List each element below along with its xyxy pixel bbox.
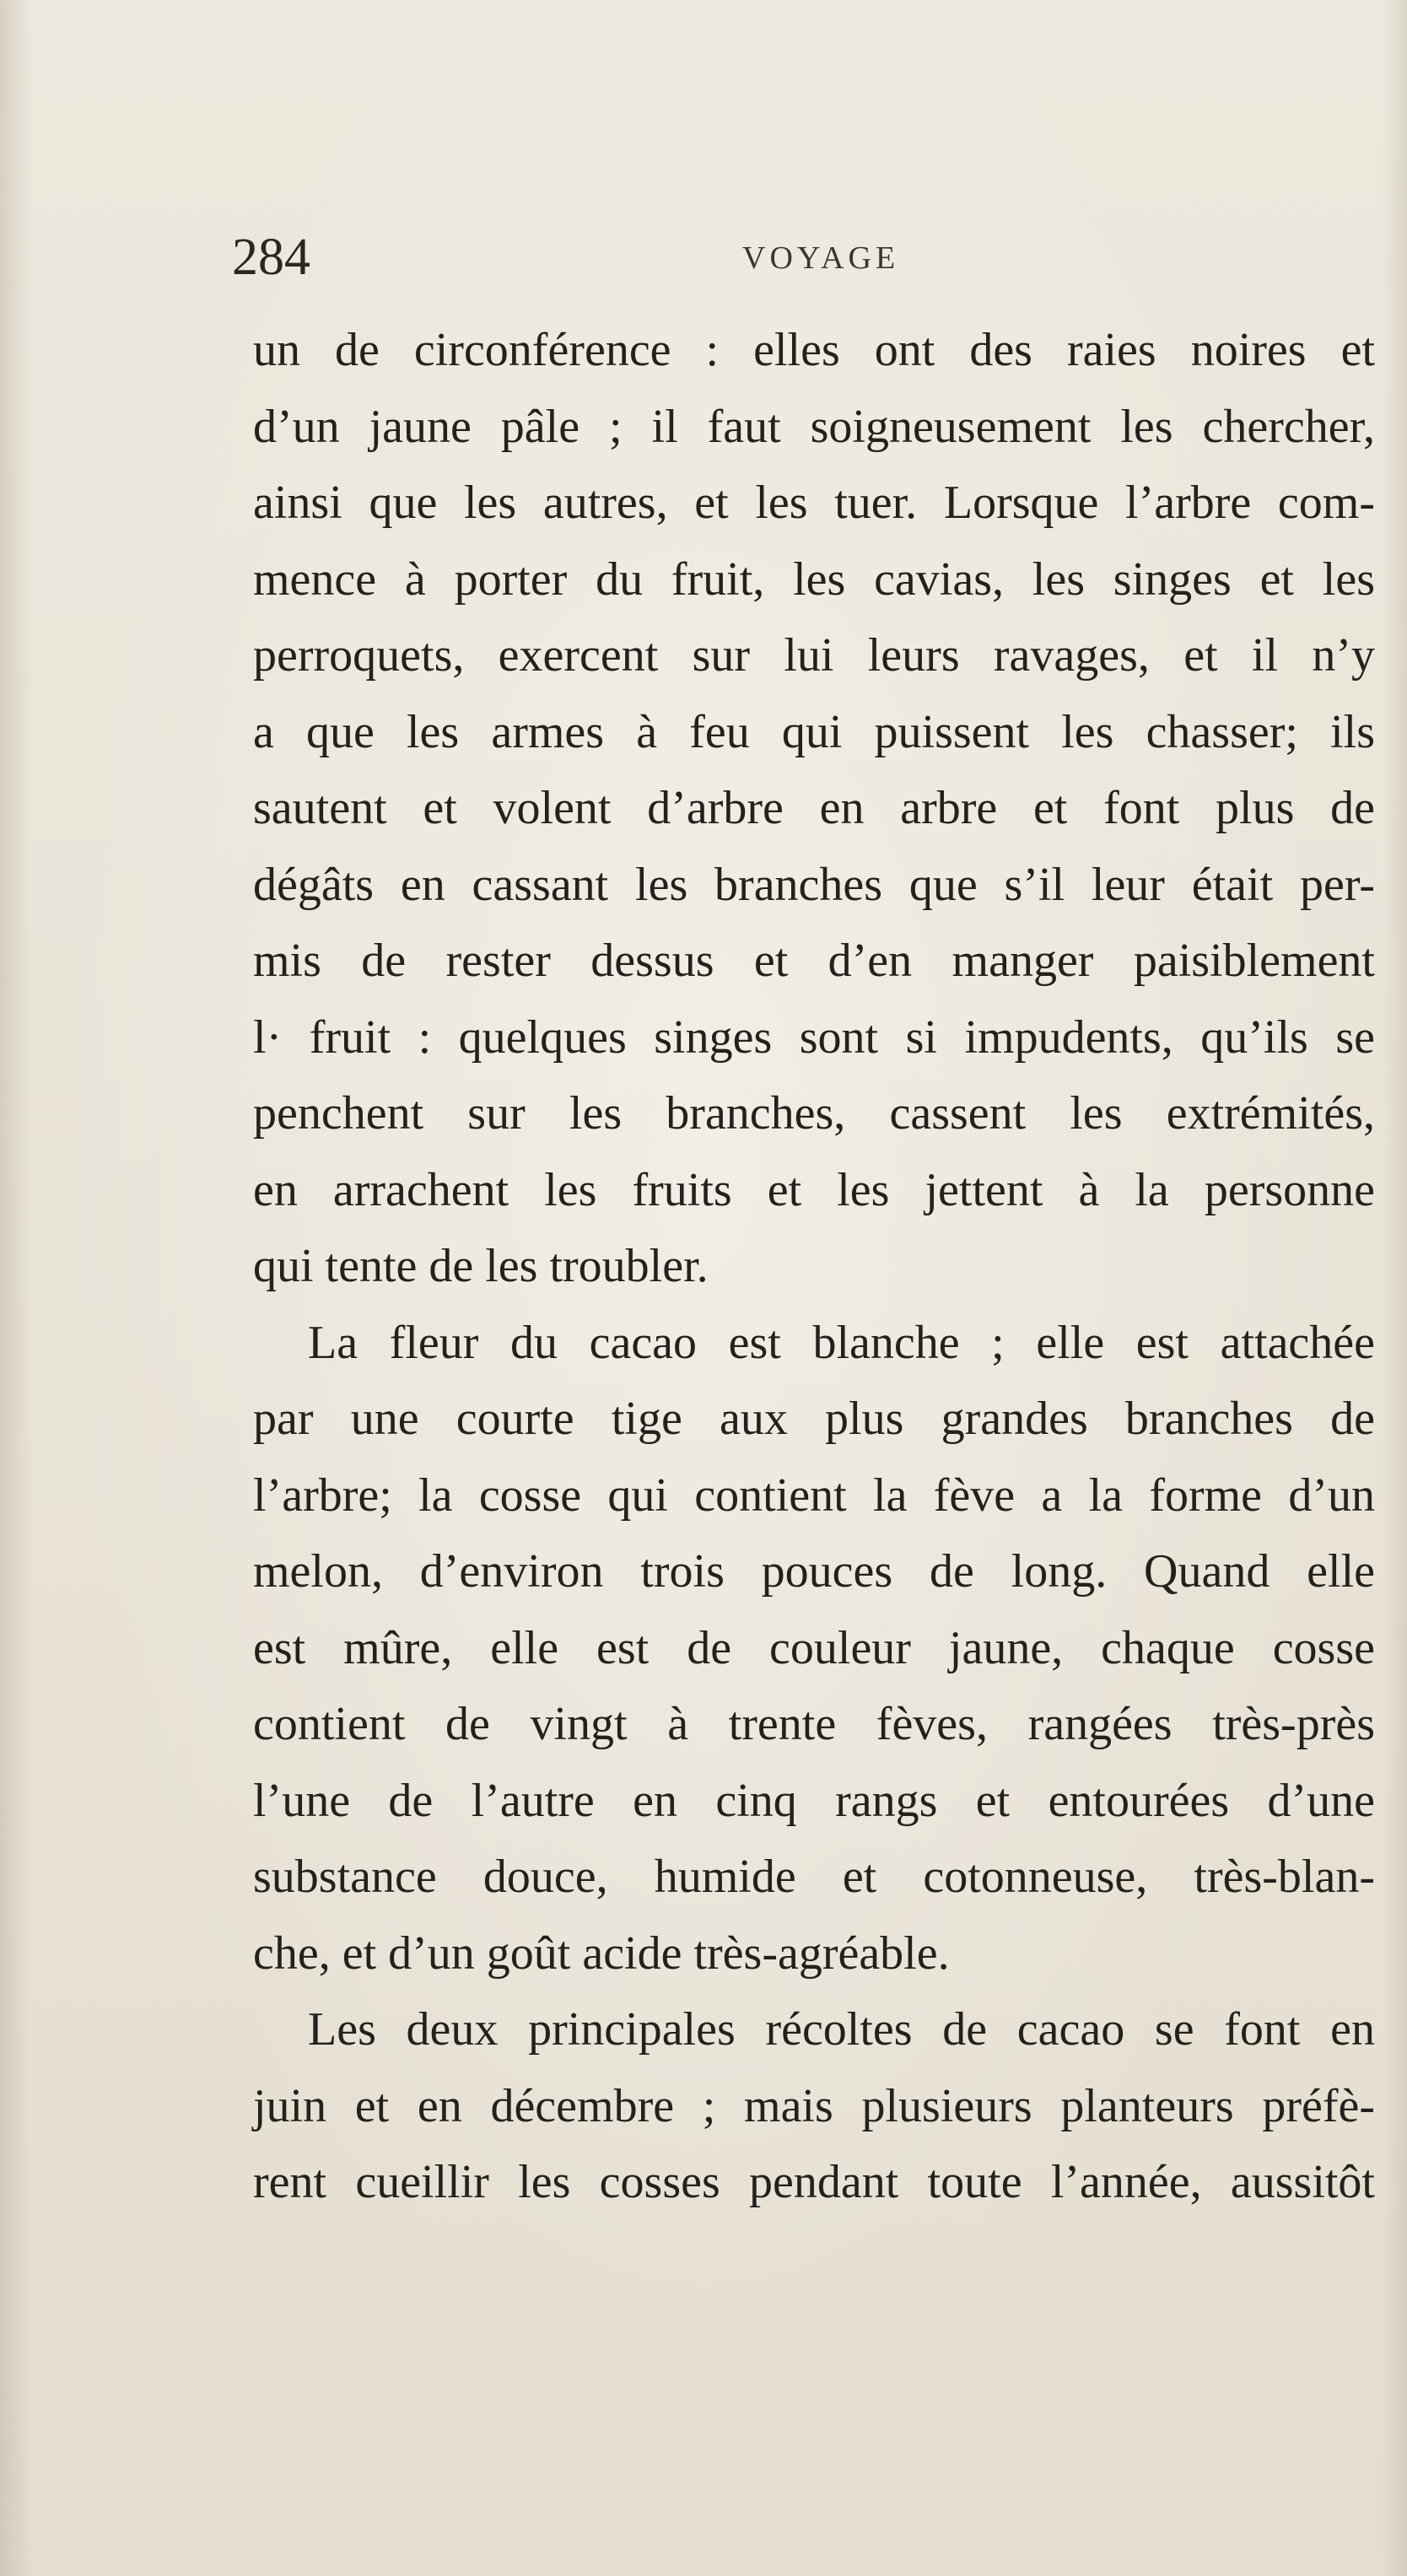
text-line: est mûre, elle est de couleur jaune, chaque cosse (253, 1621, 1375, 1674)
text-line: a que les armes à feu qui puissent les chasser; ils (253, 705, 1375, 758)
text-line: dégâts en cassant les branches que s’il leur était per- (253, 858, 1375, 911)
text-line: melon, d’environ trois pouces de long. Quand elle (253, 1545, 1375, 1598)
text-line: perroquets, exercent sur lui leurs ravages, et il n’y (253, 629, 1375, 682)
text-line: Les deux principales récoltes de cacao se font en (308, 2003, 1375, 2056)
page-number: 284 (232, 229, 310, 286)
text-line: substance douce, humide et cotonneuse, très-blan- (253, 1851, 1375, 1903)
text-line: juin et en décembre ; mais plusieurs planteurs préfè- (253, 2079, 1375, 2132)
text-line: rent cueillir les cosses pendant toute l’année, aussitôt (253, 2156, 1375, 2208)
body-text (253, 312, 1375, 2221)
text-line: l’arbre; la cosse qui contient la fève a la forme d’un (253, 1469, 1375, 1522)
text-line: contient de vingt à trente fèves, rangées très-près (253, 1698, 1375, 1750)
text-line: qui tente de les troubler. (253, 1240, 709, 1292)
text-line: penchent sur les branches, cassent les extrémités, (253, 1087, 1375, 1140)
text-line: mence à porter du fruit, les cavias, les singes et les (253, 552, 1375, 606)
text-line: sautent et volent d’arbre en arbre et font plus de (253, 782, 1375, 834)
text-line: ainsi que les autres, et les tuer. Lorsque l’arbre com- (253, 477, 1375, 529)
text-line: che, et d’un goût acide très-agréable. (253, 1927, 950, 1980)
page-header (232, 228, 1372, 287)
text-line: mis de rester dessus et d’en manger paisiblement (253, 935, 1375, 987)
text-line: l’une de l’autre en cinq rangs et entourées d’une (253, 1774, 1375, 1827)
text-line: en arrachent les fruits et les jettent à la personne (253, 1163, 1375, 1216)
text-line: La fleur du cacao est blanche ; elle est attachée (308, 1316, 1375, 1369)
running-head: VOYAGE (742, 240, 900, 276)
text-line: par une courte tige aux plus grandes branches de (253, 1393, 1375, 1445)
text-line: l· fruit : quelques singes sont si impudents, qu’ils se (253, 1010, 1375, 1064)
text-line: d’un jaune pâle ; il faut soigneusement les chercher, (253, 400, 1375, 453)
text-line: un de circonférence : elles ont des raies noires et (253, 324, 1375, 376)
